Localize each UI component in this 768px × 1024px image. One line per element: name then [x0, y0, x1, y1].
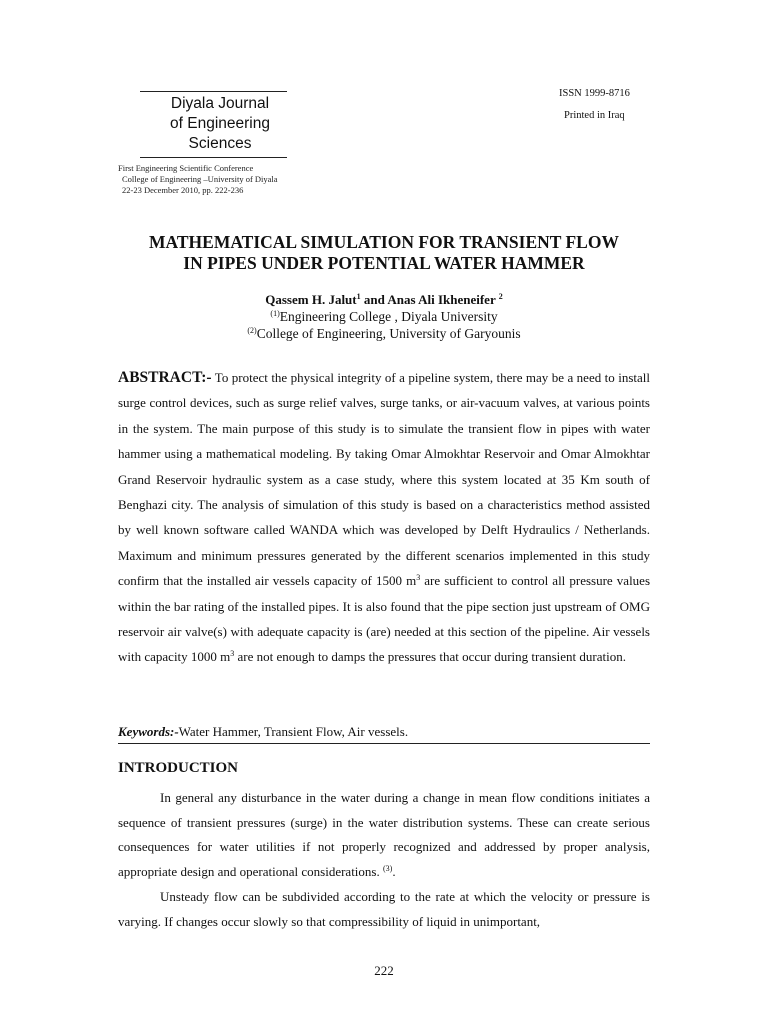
- abstract-sup-1: 3: [416, 573, 421, 583]
- introduction-heading: INTRODUCTION: [118, 760, 239, 776]
- conference-line2: College of Engineering –University of Diyala: [122, 174, 278, 184]
- author2-sup: 2: [498, 292, 503, 301]
- journal-bottom-rule: [140, 157, 287, 158]
- conference-line3: 22-23 December 2010, pp. 222-236: [122, 185, 244, 195]
- abstract: [118, 365, 650, 670]
- intro-para1-end: .: [392, 864, 396, 880]
- printed-in: Printed in Iraq: [564, 110, 625, 121]
- affil2-sup: (2): [247, 326, 257, 335]
- author1: Qassem H. Jalut: [265, 292, 357, 307]
- keywords: [118, 722, 650, 742]
- conference-line1: First Engineering Scientific Conference: [118, 163, 254, 173]
- intro-paragraph-1: [118, 786, 650, 885]
- authors: [100, 292, 668, 308]
- keywords-rule: [118, 743, 650, 744]
- issn: ISSN 1999-8716: [559, 88, 630, 99]
- affil1-text: Engineering College , Diyala University: [279, 309, 498, 324]
- conference-info: [118, 163, 338, 196]
- affil2-text: College of Engineering, University of Garyounis: [256, 326, 521, 341]
- intro-para1-ref: (3): [382, 864, 393, 874]
- author1-sup: 1: [356, 292, 361, 301]
- title-line1: MATHEMATICAL SIMULATION FOR TRANSIENT FLOW: [149, 232, 619, 252]
- introduction-body: [118, 786, 650, 934]
- abstract-text-2: are sufficient to control all pressure values within the bar rating of the installed pipes. It is also found that the pipe section just upstream of OMG reservoir air valve(s) with adequate capacity is (are) needed at this section of the pipeline. Air vessels with capacity 1000 m: [118, 573, 651, 665]
- keywords-label: Keywords:-: [118, 724, 179, 739]
- affil1-sup: (1): [270, 309, 280, 318]
- affiliation-1: [100, 309, 668, 325]
- abstract-text-3: are not enough to damps the pressures that occur during transient duration.: [234, 649, 626, 665]
- journal-name-line3: Sciences: [188, 135, 252, 152]
- intro-para1-text: In general any disturbance in the water during a change in mean flow conditions initiates a sequence of transient pressures (surge) in the water distribution systems. These can create serious consequences for water utilities if not properly recognized and addressed by proper analysis, appropriate design and operational considerations.: [118, 790, 650, 880]
- abstract-text-1: To protect the physical integrity of a pipeline system, there may be a need to install surge control devices, such as surge relief valves, surge tanks, or air-vacuum valves, at various points in the system. The main purpose of this study is to simulate the transient flow in pipes with water hammer using a mathematical modeling. By taking Omar Almokhtar Reservoir and Omar Almokhtar Grand Reservoir hydraulic system as a case study, where this system located at 35 Km south of Benghazi city. The analysis of simulation of this study is based on a characteristics method assisted by well known software called WANDA which was developed by Delft Hydraulics / Netherlands. Maximum and minimum pressures generated by the different scenarios implemented in this study confirm that the installed air vessels capacity of 1500 m: [118, 370, 650, 589]
- journal-name-line1: Diyala Journal: [170, 95, 270, 112]
- paper-title: [100, 232, 668, 274]
- intro-paragraph-2: Unsteady flow can be subdivided according to the rate at which the velocity or pressure is varying. If changes occur slowly so that compressibility of liquid in unimportant,: [118, 888, 650, 929]
- journal-name: [140, 94, 300, 154]
- abstract-label: ABSTRACT:-: [118, 369, 212, 386]
- page-number: 222: [374, 963, 394, 978]
- keywords-text: Water Hammer, Transient Flow, Air vessels.: [178, 724, 409, 739]
- journal-name-line2: of Engineering: [170, 115, 270, 132]
- abstract-sup-2: 3: [230, 649, 235, 659]
- journal-top-rule: [140, 91, 287, 92]
- affiliation-2: [100, 326, 668, 342]
- author2: Anas Ali Ikheneifer: [387, 292, 499, 307]
- author-conj: and: [360, 292, 388, 307]
- title-line2: IN PIPES UNDER POTENTIAL WATER HAMMER: [183, 253, 585, 273]
